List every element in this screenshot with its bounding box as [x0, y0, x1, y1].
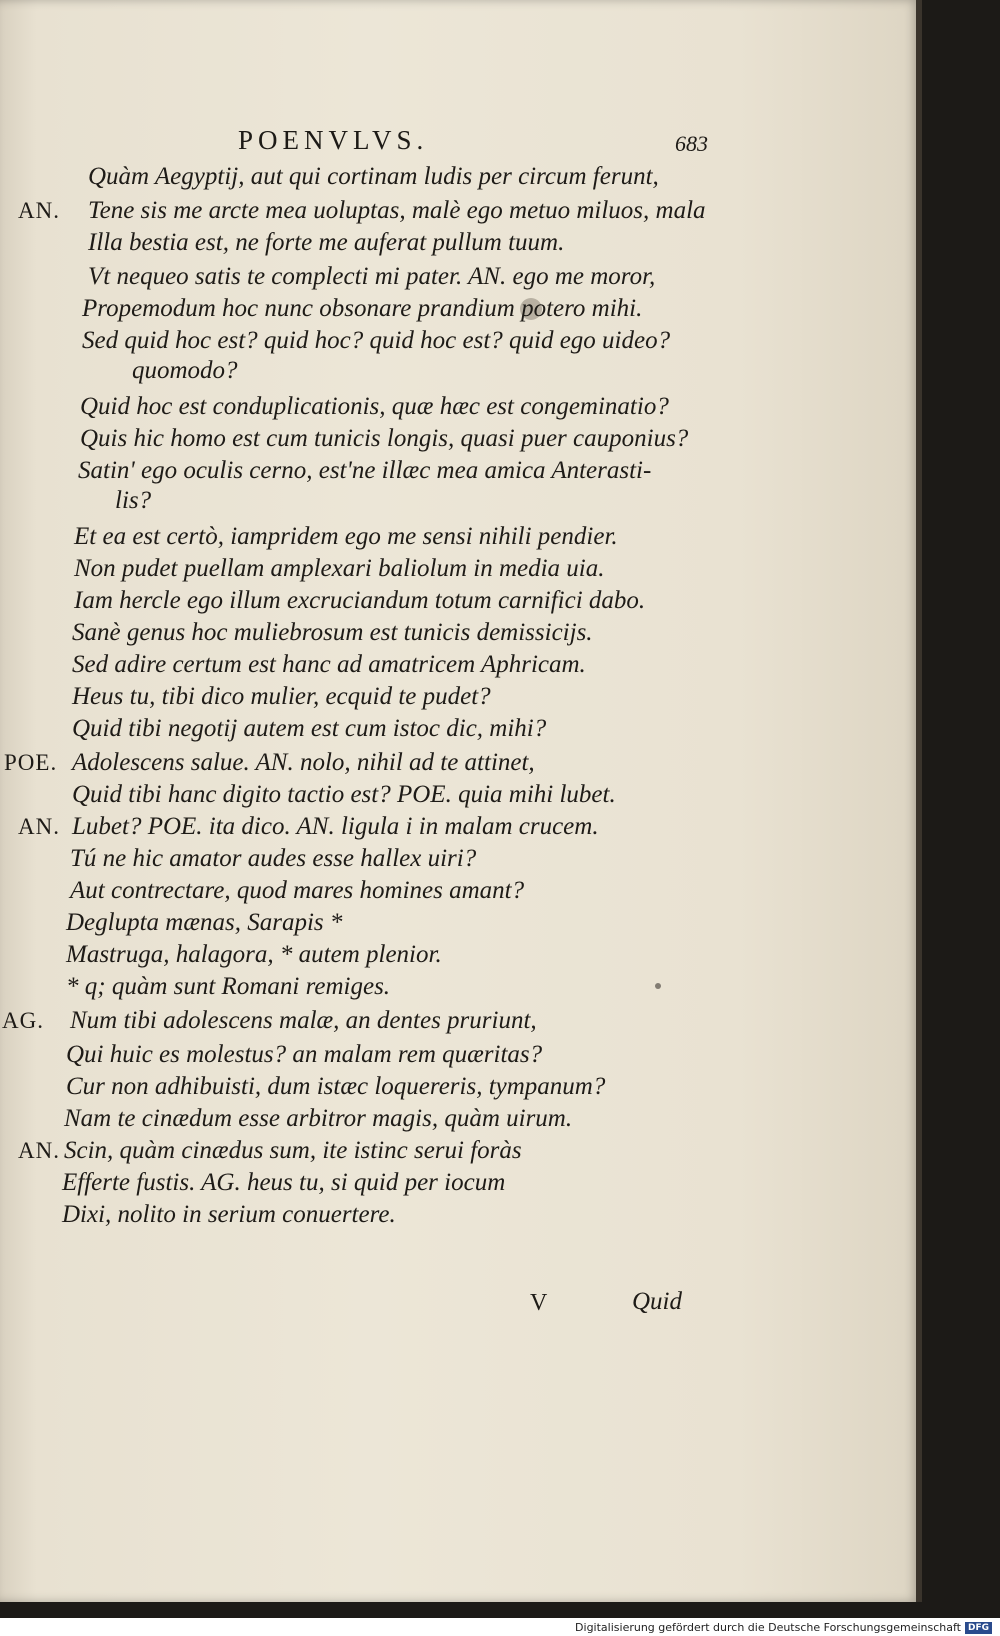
signature-mark: V — [530, 1290, 548, 1316]
verse-line: Cur non adhibuisti, dum istæc loquereris, tympanum? — [66, 1073, 606, 1100]
running-title: POENVLVS. — [238, 125, 429, 155]
catchword: Quid — [632, 1288, 682, 1315]
verse-line: Quis hic homo est cum tunicis longis, quasi puer cauponius? — [80, 425, 689, 452]
verse-line: Heus tu, tibi dico mulier, ecquid te pudet? — [72, 683, 491, 710]
verse-line: Tene sis me arcte mea uoluptas, malè ego metuo miluos, mala — [88, 197, 706, 224]
dfg-logo: DFG — [965, 1622, 992, 1634]
verse-line: Et ea est certò, iampridem ego me sensi nihili pendier. — [74, 523, 618, 550]
verse-line: Deglupta mænas, Sarapis * — [66, 909, 343, 936]
verse-line: Lubet? POE. ita dico. AN. ligula i in malam crucem. — [72, 813, 599, 840]
page-edge — [916, 0, 922, 1602]
verse-line: Scin, quàm cinædus sum, ite istinc serui foràs — [64, 1137, 522, 1164]
verse-line: Sed quid hoc est? quid hoc? quid hoc est? quid ego uideo? — [82, 327, 671, 354]
verse-line: Sanè genus hoc muliebrosum est tunicis demissicijs. — [72, 619, 593, 646]
verse-line: Satin' ego oculis cerno, est'ne illæc mea amica Anterasti- — [78, 457, 652, 484]
verse-line: * q; quàm sunt Romani remiges. — [66, 973, 391, 1000]
verse-line: lis? — [115, 487, 152, 514]
verse-line: Quàm Aegyptij, aut qui cortinam ludis per circum ferunt, — [88, 163, 659, 190]
verse-line: Num tibi adolescens malæ, an dentes pruriunt, — [70, 1007, 537, 1034]
speaker-label: POE. — [4, 750, 58, 775]
verse-line: Aut contrectare, quod mares homines amant? — [70, 877, 525, 904]
speaker-label: AN. — [18, 1138, 60, 1163]
verse-line: Dixi, nolito in serium conuertere. — [62, 1201, 396, 1228]
speaker-label: AN. — [18, 814, 60, 839]
verse-line: Mastruga, halagora, * autem plenior. — [66, 941, 442, 968]
speaker-label: AG. — [2, 1008, 44, 1033]
verse-line: Nam te cinædum esse arbitror magis, quàm uirum. — [64, 1105, 573, 1132]
verse-line: Qui huic es molestus? an malam rem quæritas? — [66, 1041, 543, 1068]
verse-line: Quid tibi hanc digito tactio est? POE. quia mihi lubet. — [72, 781, 616, 808]
credit-text: Digitalisierung gefördert durch die Deutsche Forschungsgemeinschaft — [575, 1621, 961, 1634]
verse-line: Adolescens salue. AN. nolo, nihil ad te attinet, — [72, 749, 535, 776]
verse-line: Quid hoc est conduplicationis, quæ hæc est congeminatio? — [80, 393, 669, 420]
page-number: 683 — [675, 131, 708, 156]
verse-line: Efferte fustis. AG. heus tu, si quid per iocum — [62, 1169, 506, 1196]
verse-line: Tú ne hic amator audes esse hallex uiri? — [70, 845, 477, 872]
verse-line: Illa bestia est, ne forte me auferat pullum tuum. — [88, 229, 565, 256]
verse-line: Iam hercle ego illum excruciandum totum carnifici dabo. — [74, 587, 646, 614]
verse-line: Non pudet puellam amplexari baliolum in media uia. — [74, 555, 605, 582]
speaker-label: AN. — [18, 198, 60, 223]
verse-line: Vt nequeo satis te complecti mi pater. AN. ego me moror, — [88, 263, 656, 290]
digitization-credit — [575, 1621, 992, 1634]
verse-line: Sed adire certum est hanc ad amatricem Aphricam. — [72, 651, 586, 678]
verse-line: Propemodum hoc nunc obsonare prandium potero mihi. — [82, 295, 643, 322]
verse-line: quomodo? — [132, 357, 238, 384]
verse-line: Quid tibi negotij autem est cum istoc dic, mihi? — [72, 715, 547, 742]
